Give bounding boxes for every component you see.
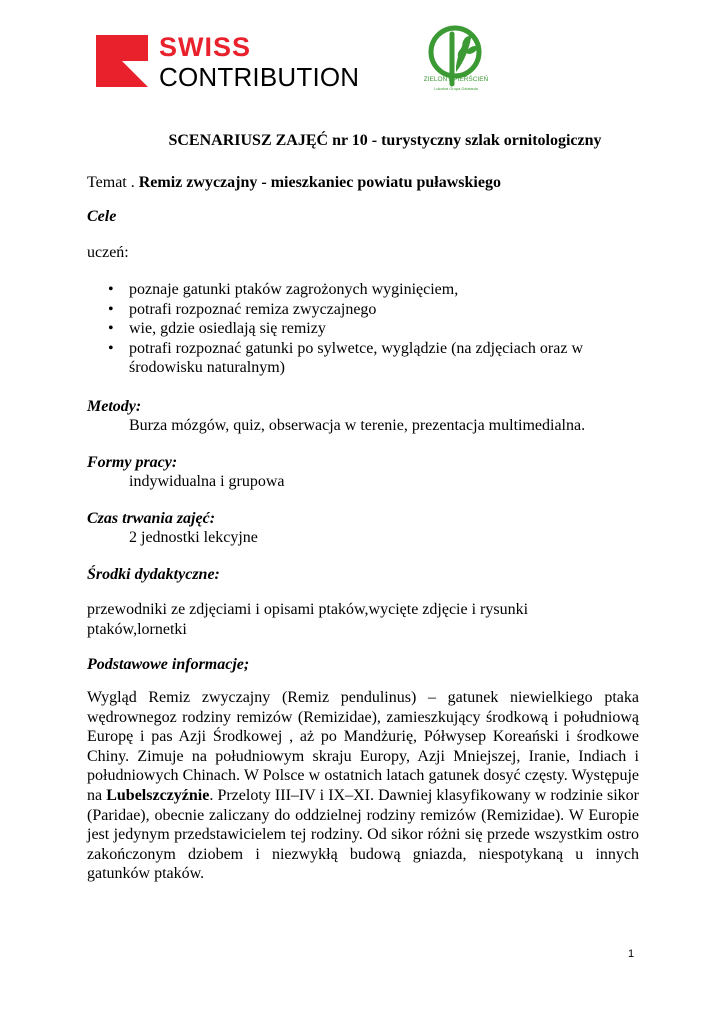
goals-heading: Cele [87,208,117,225]
paragraph-text-part1: Wygląd Remiz zwyczajny (Remiz pendulinus) – gatunek niewielkiego ptaka wędrownegoz rodziny remizów (Remizidae), zamieszkujący środkową i południową Europę i pas Azji Środkowej , aż po Mandżurię, Półwysep Koreański i środkowe Chiny. Zimuje na południowym skraju Europy, Azji Mniejszej, Iranie, Indiach i południowych Chinach. W Polsce w ostatnich latach gatunek dosyć częsty. Występuje na [87,689,639,804]
swiss-logo-text: SWISS [159,32,252,62]
duration-heading: Czas trwania zajęć: [87,510,216,527]
work-forms-text: indywidualna i grupowa [129,473,285,490]
materials-heading: Środki dydaktyczne: [87,566,220,583]
list-item: • potrafi rozpoznać gatunki po sylwetce, wyglądzie (na zdjęciach oraz w środowisku naturalnym) [108,339,619,378]
goals-list [108,280,648,378]
page-number: 1 [628,948,635,960]
paragraph-bold-region: Lubelszczyźnie [106,786,210,804]
materials-text-line1: przewodniki ze zdjęciami i opisami ptaków,wycięte zdjęcie i rysunki [87,601,529,618]
topic-value: Remiz zwyczajny - mieszkaniec powiatu puławskiego [138,174,501,191]
methods-heading: Metody: [87,398,142,415]
zielony-pierscien-subtitle: Lokalna Grupa Działania [434,86,478,91]
swiss-flag-logo [96,35,148,87]
duration-text: 2 jednostki lekcyjne [129,529,258,546]
document-title: SCENARIUSZ ZAJĘĆ nr 10 - turystyczny szlak ornitologiczny [168,132,602,149]
basic-info-paragraph [87,688,639,884]
methods-text: Burza mózgów, quiz, obserwacja w terenie, prezentacja multimedialna. [129,417,586,434]
list-item: • potrafi rozpoznać remiza zwyczajnego [108,300,648,320]
basic-info-heading: Podstawowe informacje; [87,656,250,673]
topic-label: Temat . [87,174,139,191]
topic-line [87,173,501,192]
list-item: • poznaje gatunki ptaków zagrożonych wyginięciem, [108,280,648,300]
contribution-logo-text: CONTRIBUTION [159,62,360,92]
paragraph-text-part2: . Przeloty III–IV i IX–XI. Dawniej klasyfikowany w rodzinie sikor (Paridae), obecnie zaliczany do oddzielnej rodziny remizów (Remizidae). W Europie jest jedynym przedstawicielem tej rodziny. Od sikor różni się przede wszystkim ostro zakończonym dziobem i niezwykłą budową gniazda, niespotykaną u innych gatunków ptaków. [87,786,639,883]
work-forms-heading: Formy pracy: [87,454,178,471]
list-item: • wie, gdzie osiedlają się remizy [108,319,648,339]
materials-text-line2: ptaków,lornetki [87,621,187,638]
zielony-pierscien-name: ZIELONY PIERŚCIEŃ [423,76,489,83]
goals-intro: uczeń: [87,244,129,261]
